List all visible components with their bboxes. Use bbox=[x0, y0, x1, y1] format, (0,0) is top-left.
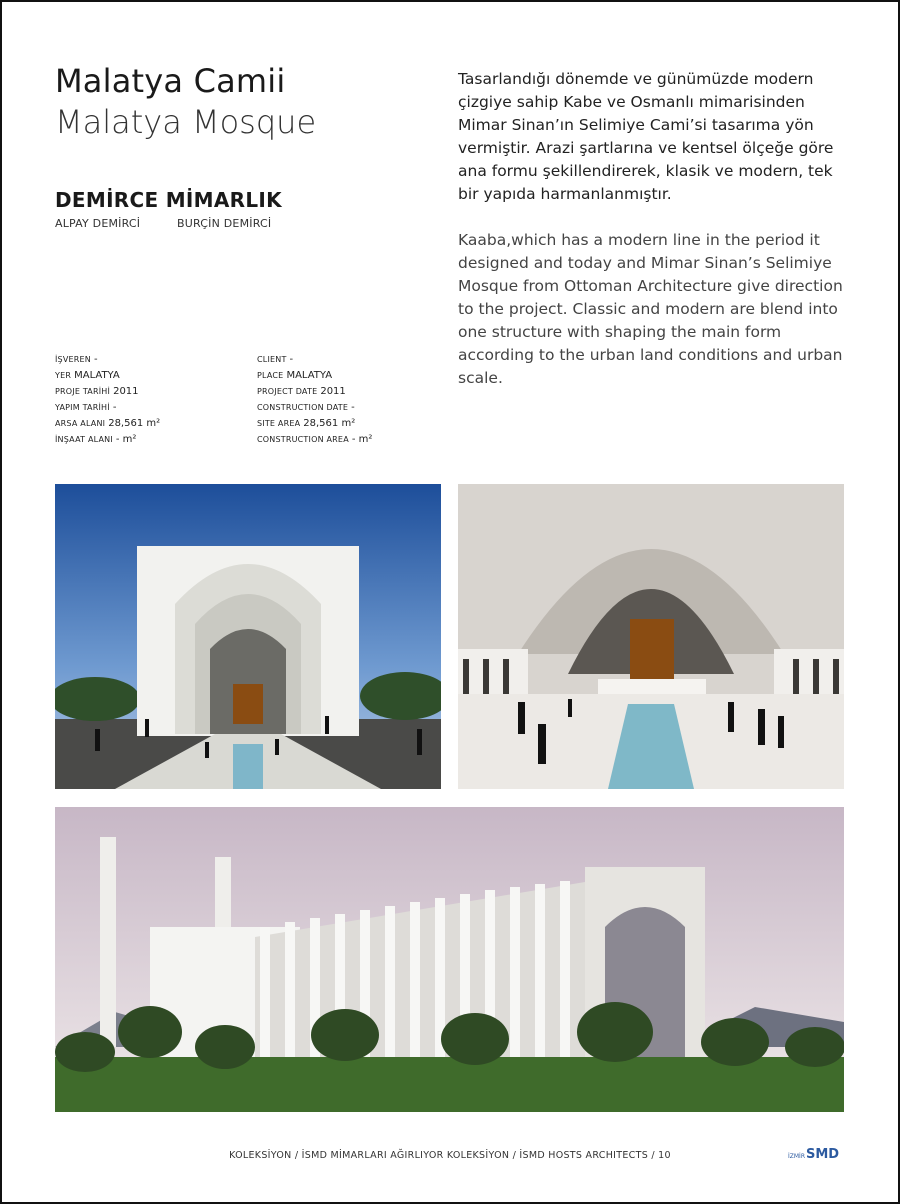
mosque-side-render bbox=[55, 807, 844, 1112]
title-english: Malatya Mosque bbox=[55, 103, 317, 141]
info-row: PLACE MALATYA bbox=[257, 370, 333, 381]
page-footer: KOLEKSİYON / İSMD MİMARLARI AĞIRLIYOR KOLEKSİYON / İSMD HOSTS ARCHITECTS / 10 bbox=[229, 1150, 671, 1161]
info-row: PROJECT DATE 2011 bbox=[257, 386, 346, 397]
title-turkish: Malatya Camii bbox=[55, 62, 286, 100]
info-row: PROJE TARİHİ 2011 bbox=[55, 386, 139, 397]
info-row: CLIENT - bbox=[257, 354, 294, 365]
ismd-logo: İZMİRSMD bbox=[788, 1147, 840, 1162]
info-row: YAPIM TARİHİ - bbox=[55, 402, 117, 413]
architect-name: ALPAY DEMİRCİ bbox=[55, 217, 141, 230]
architect-name: BURÇİN DEMİRCİ bbox=[177, 217, 272, 230]
mosque-interior-render bbox=[458, 484, 844, 789]
info-row: CONSTRUCTION AREA - m² bbox=[257, 434, 373, 445]
info-row: ARSA ALANI 28,561 m² bbox=[55, 418, 161, 429]
info-row: İNŞAAT ALANI - m² bbox=[55, 434, 137, 445]
description-english: Kaaba,which has a modern line in the period it designed and today and Mimar Sinan’s Selimiye Mosque from Ottoman Architecture give direction to the project. Classic and modern are blend into one structure with shaping the main form according to the urban land conditions and urban scale. bbox=[458, 231, 843, 387]
info-row: CONSTRUCTION DATE - bbox=[257, 402, 355, 413]
mosque-front-render bbox=[55, 484, 441, 789]
project-info-english bbox=[257, 352, 437, 448]
info-row: YER MALATYA bbox=[55, 370, 120, 381]
info-row: SITE AREA 28,561 m² bbox=[257, 418, 356, 429]
project-info-turkish bbox=[55, 352, 235, 448]
firm-name: DEMİRCE MİMARLIK bbox=[55, 188, 282, 212]
description-turkish: Tasarlandığı dönemde ve günümüzde modern çizgiye sahip Kabe ve Osmanlı mimarisinden Mimar Sinan’ın Selimiye Cami’si tasarıma yön vermiştir. Arazi şartlarına ve kentsel ölçeğe göre ana formu şekillendirerek, klasik ve modern, tek bir yapıda harmanlanmıştır. bbox=[458, 70, 834, 203]
info-row: İŞVEREN - bbox=[55, 354, 98, 365]
